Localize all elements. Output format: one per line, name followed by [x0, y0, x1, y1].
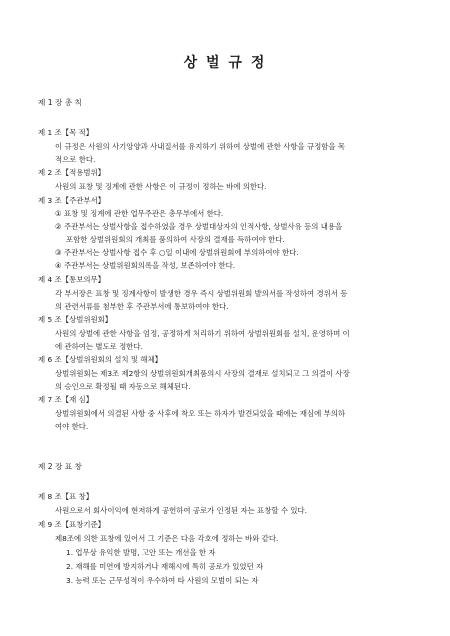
article-3-item-2-line-1: ② 주관부서는 상벌사항을 접수하였을 경우 상벌대상자의 인적사항, 상벌사유 등의 내용을 [55, 222, 343, 231]
article-7-heading: 제 7 조【재 심】 [38, 395, 94, 404]
article-3-heading: 제 3 조【주관부서】 [38, 196, 106, 205]
article-6-text-line-2: 의 승인으로 확정될 때 자동으로 해체된다. [55, 382, 191, 391]
article-4-text-line-2: 의 관련서류를 첨부한 후 주관부서에 통보하여야 한다. [55, 302, 229, 311]
article-3-item-2-line-2: 포함한 상벌위원회의 개최를 품의하여 사장의 결재를 득하여야 한다. [66, 235, 285, 244]
chapter-1-heading: 제 1 장 총 칙 [38, 98, 82, 107]
article-3-item-3: ③ 주관부서는 상벌사항 접수 후 ○일 이내에 상벌위원회에 부의하여야 한다. [55, 248, 299, 257]
article-7-text-line-1: 상벌위원회에서 의결된 사항 중 사후에 착오 또는 하자가 발견되었을 때에는 재심에 부의하 [55, 409, 346, 418]
article-4-text-line-1: 각 부서장은 표창 및 징계사항이 발생한 경우 즉시 상벌위원회 발의서를 작성하여 경위서 등 [55, 289, 348, 298]
chapter-2-heading: 제 2 장 표 창 [38, 462, 82, 471]
article-2-heading: 제 2 조【적용범위】 [38, 168, 106, 177]
article-5-text-line-2: 에 관하여는 별도로 정한다. [55, 342, 143, 351]
article-9-item-1: 1. 업무상 유익한 발명, 고안 또는 개선을 한 자 [66, 548, 216, 557]
article-8-text-line-1: 사원으로서 회사이익에 현저하게 공헌하여 공로가 인정된 자는 표창할 수 있다. [55, 506, 307, 515]
article-9-item-2: 2. 재해를 미연에 방지하거나 재해시에 특히 공로가 있었던 자 [66, 562, 264, 571]
article-3-item-1: ① 표창 및 징계에 관한 업무주관은 총무부에서 한다. [55, 209, 224, 218]
article-1-text-line-2: 적으로 한다. [55, 155, 96, 164]
article-8-heading: 제 8 조【표 창】 [38, 492, 94, 501]
article-7-text-line-2: 여야 한다. [55, 422, 89, 431]
article-5-text-line-1: 사원의 상벌에 관한 사항을 엄정, 공정하게 처리하기 위하여 상벌위원회를 설치, 운영하며 이 [55, 329, 350, 338]
article-9-item-3: 3. 능력 또는 근무성적이 우수하여 타 사원의 모범이 되는 자 [66, 576, 259, 585]
article-4-heading: 제 4 조【통보의무】 [38, 275, 106, 284]
article-3-item-4: ④ 주관부서는 상벌위원회의록을 작성, 보존하여야 한다. [55, 261, 236, 270]
article-2-text-line-1: 사원의 표창 및 징계에 관한 사항은 이 규정이 정하는 바에 의한다. [55, 182, 267, 191]
article-1-text-line-1: 이 규정은 사원의 사기앙양과 사내질서를 유지하기 위하여 상벌에 관한 사항을 규정함을 목 [55, 142, 346, 151]
article-9-heading: 제 9 조【표창기준】 [38, 520, 106, 529]
article-1-heading: 제 1 조【목 적】 [38, 128, 94, 137]
article-6-heading: 제 6 조【상벌위원회의 설치 및 해체】 [38, 355, 163, 364]
article-5-heading: 제 5 조【상벌위원회】 [38, 315, 113, 324]
article-6-text-line-1: 상벌위원회는 제3조 제2항의 상벌위원회개최품의시 사장의 결재로 설치되고 그 의결이 사장 [55, 369, 350, 378]
document-title: 상 벌 규 정 [183, 55, 267, 71]
article-9-text-line-1: 제8조에 의한 표창에 있어서 그 기준은 다음 각호에 정하는 바와 같다. [55, 534, 279, 543]
